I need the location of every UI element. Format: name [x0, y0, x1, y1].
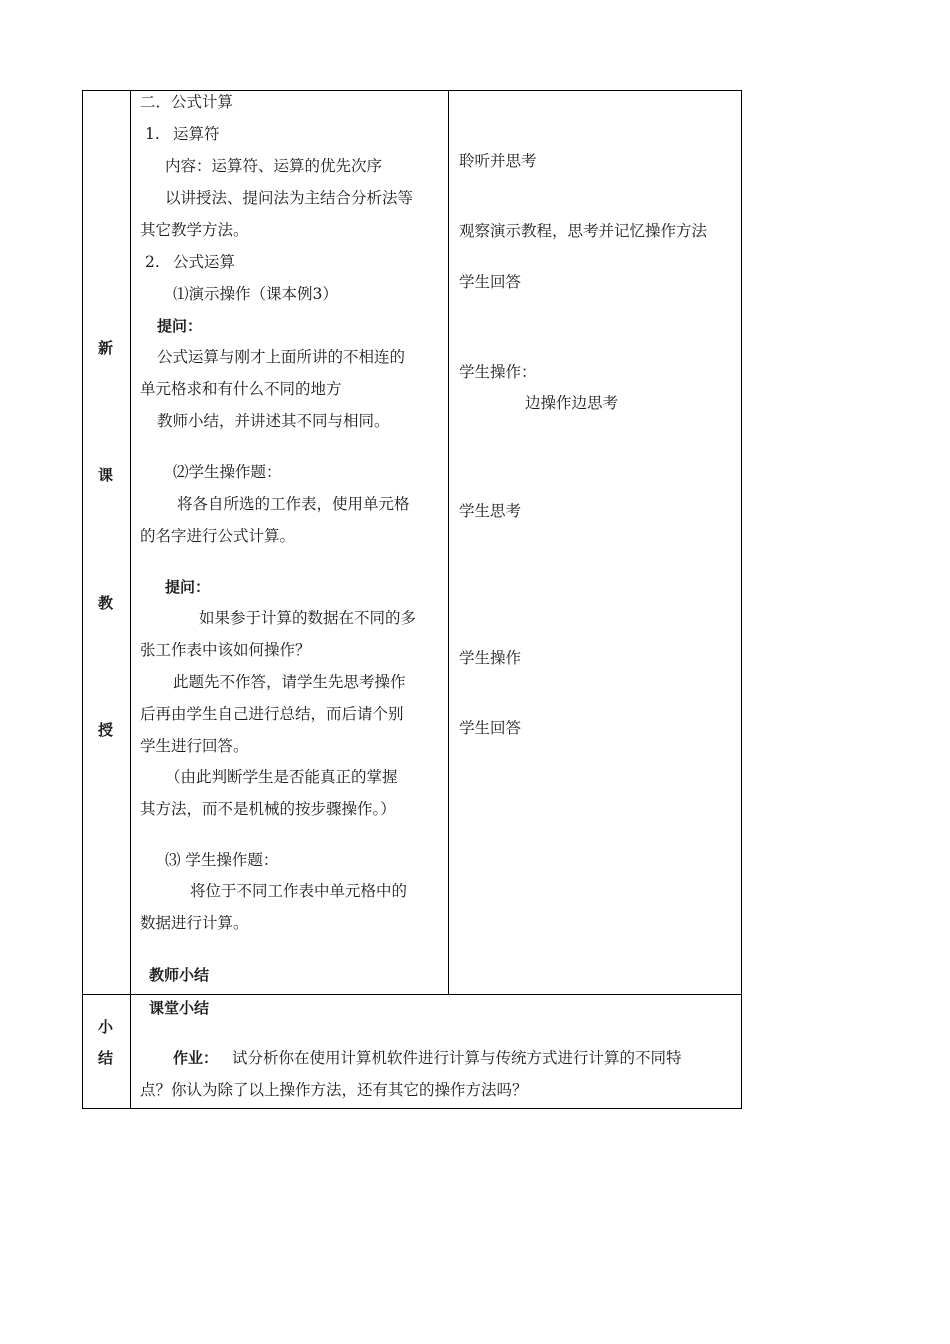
text-line: 其它教学方法。	[140, 221, 249, 239]
text-line: 将位于不同工作表中单元格中的	[190, 882, 408, 900]
text-line: （由此判断学生是否能真正的掌握	[165, 768, 398, 786]
homework-text-2: 点？你认为除了以上操作方法，还有其它的操作方法吗？	[140, 1081, 528, 1099]
side-label-xin: 新	[98, 339, 114, 357]
text-line: 此题先不作答，请学生先思考操作	[173, 673, 406, 691]
homework-text: 试分析你在使用计算机软件进行计算与传统方式进行计算的不同特	[232, 1049, 682, 1067]
student-activity: 聆听并思考	[459, 152, 537, 170]
student-activity: 学生操作	[459, 649, 522, 667]
student-activity: 学生回答	[459, 719, 522, 737]
text-line: ⑶ 学生操作题：	[165, 851, 279, 869]
label-column-divider	[130, 90, 131, 1109]
item-title: 公式运算	[173, 253, 236, 271]
student-activity: 观察演示教程，思考并记忆操作方法	[459, 222, 708, 240]
teacher-summary-label: 教师小结	[149, 966, 210, 984]
class-summary-title: 课堂小结	[149, 999, 210, 1017]
homework-label: 作业：	[173, 1049, 219, 1067]
text-line: 其方法，而不是机械的按步骤操作。）	[140, 800, 396, 818]
text-line: ⑴演示操作（课本例3）	[173, 285, 338, 303]
item-number: 1.	[145, 125, 160, 143]
section-heading: 二．公式计算	[140, 93, 234, 111]
content-column-divider	[448, 90, 449, 995]
text-line: 内容：运算符、运算的优先次序	[165, 157, 383, 175]
table-left-border	[82, 90, 83, 1109]
student-activity: 学生操作：	[459, 363, 537, 381]
table-top-border	[82, 90, 742, 91]
text-line: 后再由学生自己进行总结，而后请个别	[140, 705, 404, 723]
side-label-ke: 课	[98, 466, 114, 484]
student-activity: 边操作边思考	[525, 394, 619, 412]
text-line: 将各自所选的工作表，使用单元格	[177, 495, 410, 513]
question-label: 提问：	[165, 578, 211, 596]
student-activity: 学生思考	[459, 502, 522, 520]
text-line: 张工作表中该如何操作？	[140, 641, 311, 659]
side-label-xiao: 小	[98, 1018, 114, 1036]
text-line: 单元格求和有什么不同的地方	[140, 380, 342, 398]
table-right-border	[741, 90, 742, 1109]
side-label-jie: 结	[98, 1049, 114, 1067]
text-line: ⑵学生操作题：	[173, 463, 282, 481]
question-label: 提问：	[157, 317, 203, 335]
text-line: 以讲授法、提问法为主结合分析法等	[165, 189, 414, 207]
row-divider	[82, 994, 742, 995]
text-line: 公式运算与刚才上面所讲的不相连的	[157, 348, 406, 366]
side-label-jiao: 教	[98, 594, 114, 612]
item-number: 2.	[145, 253, 160, 271]
text-line: 学生进行回答。	[140, 737, 249, 755]
text-line: 的名字进行公式计算。	[140, 527, 296, 545]
student-activity: 学生回答	[459, 273, 522, 291]
side-label-shou: 授	[98, 721, 114, 739]
table-bottom-border	[82, 1108, 742, 1109]
text-line: 数据进行计算。	[140, 914, 249, 932]
text-line: 如果参于计算的数据在不同的多	[199, 609, 417, 627]
item-title: 运算符	[173, 125, 220, 143]
text-line: 教师小结，并讲述其不同与相同。	[157, 412, 390, 430]
